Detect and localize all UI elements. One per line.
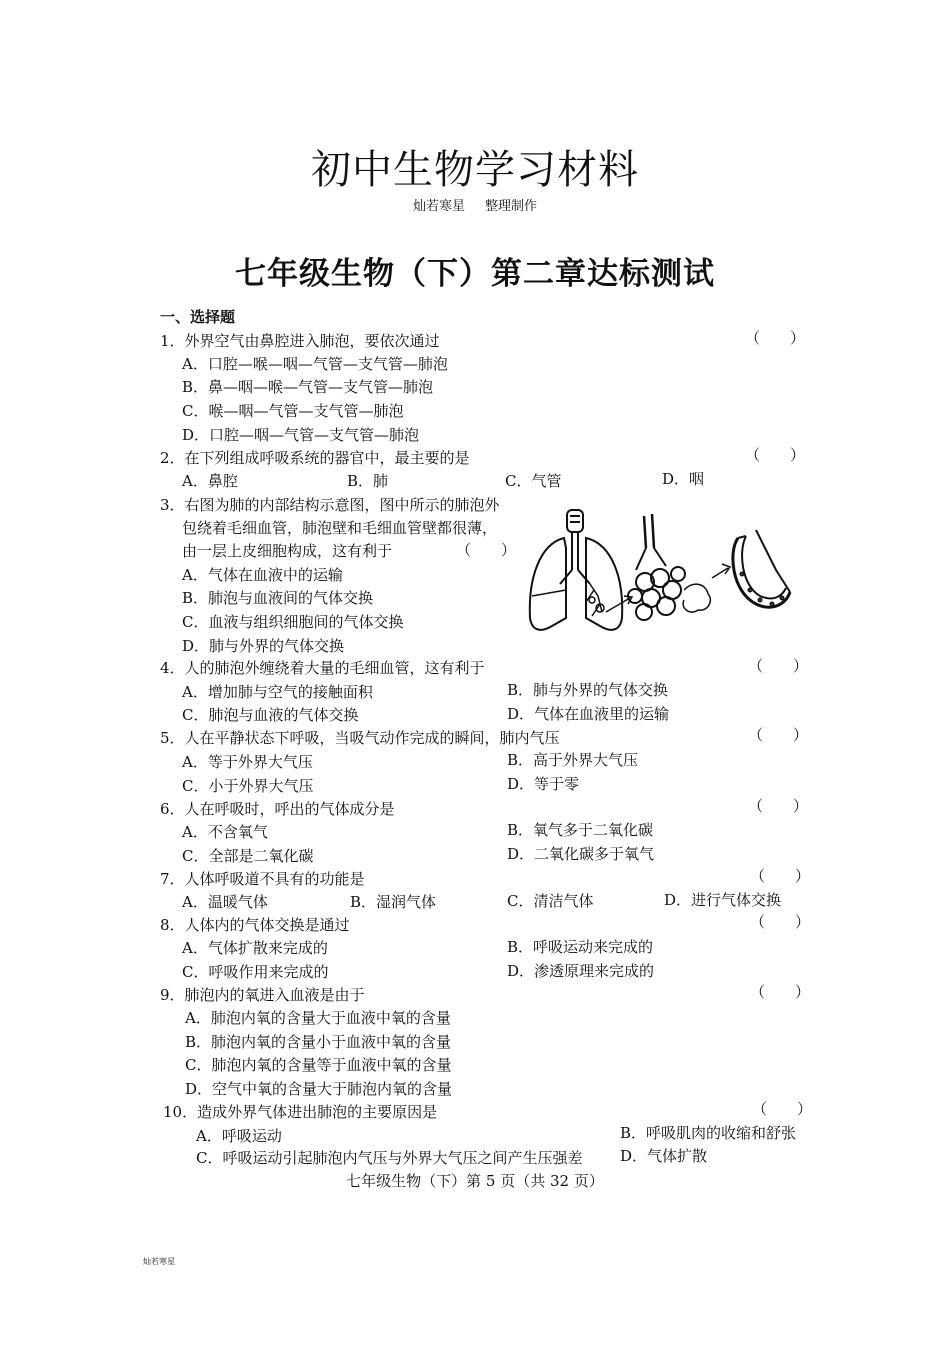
question-2-stem: 2．在下列组成呼吸系统的器官中，最主要的是 xyxy=(160,449,470,467)
question-1-option-c: C．喉—咽—气管—支气管—肺泡 xyxy=(182,402,404,420)
question-3-stem-line-1: 3．右图为肺的内部结构示意图，图中所示的肺泡外 xyxy=(160,496,500,514)
question-10-option-d: D．气体扩散 xyxy=(620,1147,708,1165)
question-8-option-a: A．气体扩散来完成的 xyxy=(182,939,328,957)
question-10-option-b: B．呼吸肌肉的收缩和舒张 xyxy=(620,1124,797,1142)
question-7-option-b: B．湿润气体 xyxy=(350,893,437,911)
question-10-option-c: C．呼吸运动引起肺泡内气压与外界大气压之间产生压强差 xyxy=(196,1149,583,1167)
section-title: 一、选择题 xyxy=(160,308,236,326)
question-3-option-d: D．肺与外界的气体交换 xyxy=(182,637,345,655)
question-4-option-c: C．肺泡与血液的气体交换 xyxy=(182,706,359,724)
question-7-option-a: A．温暖气体 xyxy=(182,893,268,911)
question-9-option-a: A．肺泡内氧的含量大于血液中氧的含量 xyxy=(185,1009,451,1027)
question-6-option-a: A．不含氧气 xyxy=(182,823,268,841)
question-2-option-d: D．咽 xyxy=(662,470,705,488)
question-6-option-d: D．二氧化碳多于氧气 xyxy=(507,845,655,863)
question-6-stem: 6．人在呼吸时，呼出的气体成分是 xyxy=(160,800,395,818)
question-4-option-d: D．气体在血液里的运输 xyxy=(507,705,670,723)
question-2-option-a: A．鼻腔 xyxy=(182,472,238,490)
answer-paren: （ ） xyxy=(750,867,811,885)
question-5-option-b: B．高于外界大气压 xyxy=(507,751,639,769)
question-3-stem-line-2: 包绕着毛细血管，肺泡壁和毛细血管壁都很薄， xyxy=(182,519,498,537)
answer-paren: （ ） xyxy=(748,657,809,675)
question-1-option-b: B．鼻—咽—喉—气管—支气管—肺泡 xyxy=(182,378,434,396)
lung-structure-diagram xyxy=(520,508,800,638)
lungs-figure xyxy=(530,510,632,630)
question-6-option-c: C．全部是二氧化碳 xyxy=(182,847,314,865)
question-2-option-b: B．肺 xyxy=(347,472,389,490)
answer-paren: （ ） xyxy=(748,797,809,815)
question-10-stem: 10．造成外界气体进出肺泡的主要原因是 xyxy=(163,1103,438,1121)
question-4-option-b: B．肺与外界的气体交换 xyxy=(507,681,669,699)
question-1-option-a: A．口腔—喉—咽—气管—支气管—肺泡 xyxy=(182,355,448,373)
document-title: 初中生物学习材料 xyxy=(311,147,639,193)
page-footer: 七年级生物（下）第 5 页（共 32 页） xyxy=(346,1172,604,1190)
question-8-option-d: D．渗透原理来完成的 xyxy=(507,962,655,980)
question-5-option-c: C．小于外界大气压 xyxy=(182,777,314,795)
question-9-option-d: D．空气中氧的含量大于肺泡内氧的含量 xyxy=(185,1080,453,1098)
single-alveolus-figure xyxy=(712,530,790,607)
question-8-option-c: C．呼吸作用来完成的 xyxy=(182,963,329,981)
question-4-stem: 4．人的肺泡外缠绕着大量的毛细血管，这有利于 xyxy=(160,659,485,677)
alveoli-cluster-figure xyxy=(628,514,710,620)
author-name: 灿若寒星 xyxy=(412,199,465,214)
corner-mark: 灿若寒星 xyxy=(143,1257,175,1266)
answer-paren: （ ） xyxy=(750,983,811,1001)
question-6-option-b: B．氧气多于二氧化碳 xyxy=(507,821,654,839)
question-7-option-d: D．进行气体交换 xyxy=(664,891,782,909)
question-3-stem-line-3: 由一层上皮细胞构成，这有利于 xyxy=(182,542,393,560)
answer-paren: （ ） xyxy=(748,726,809,744)
answer-paren: （ ） xyxy=(745,446,806,464)
question-7-stem: 7．人体呼吸道不具有的功能是 xyxy=(160,870,365,888)
question-9-option-c: C．肺泡内氧的含量等于血液中氧的含量 xyxy=(185,1056,452,1074)
answer-paren: （ ） xyxy=(745,329,806,347)
answer-paren: （ ） xyxy=(752,1100,813,1118)
answer-paren: （ ） xyxy=(456,541,517,559)
document-subtitle xyxy=(0,195,950,214)
question-8-option-b: B．呼吸运动来完成的 xyxy=(507,938,654,956)
question-5-option-a: A．等于外界大气压 xyxy=(182,753,313,771)
question-1-stem: 1．外界空气由鼻腔进入肺泡，要依次通过 xyxy=(160,332,440,350)
question-5-option-d: D．等于零 xyxy=(507,775,580,793)
question-7-option-c: C．清洁气体 xyxy=(507,892,594,910)
test-title: 七年级生物（下）第二章达标测试 xyxy=(235,256,715,292)
question-1-option-d: D．口腔—咽—气管—支气管—肺泡 xyxy=(182,426,420,444)
question-5-stem: 5．人在平静状态下呼吸，当吸气动作完成的瞬间，肺内气压 xyxy=(160,729,560,747)
question-3-option-a: A．气体在血液中的运输 xyxy=(182,566,343,584)
credit-text: 整理制作 xyxy=(485,199,538,214)
question-9-stem: 9．肺泡内的氧进入血液是由于 xyxy=(160,986,365,1004)
question-2-option-c: C．气管 xyxy=(505,472,562,490)
question-9-option-b: B．肺泡内氧的含量小于血液中氧的含量 xyxy=(185,1033,452,1051)
question-8-stem: 8．人体内的气体交换是通过 xyxy=(160,916,350,934)
answer-paren: （ ） xyxy=(750,913,811,931)
question-4-option-a: A．增加肺与空气的接触面积 xyxy=(182,683,373,701)
question-3-option-b: B．肺泡与血液间的气体交换 xyxy=(182,589,374,607)
question-3-option-c: C．血液与组织细胞间的气体交换 xyxy=(182,613,404,631)
question-10-option-a: A．呼吸运动 xyxy=(196,1127,282,1145)
